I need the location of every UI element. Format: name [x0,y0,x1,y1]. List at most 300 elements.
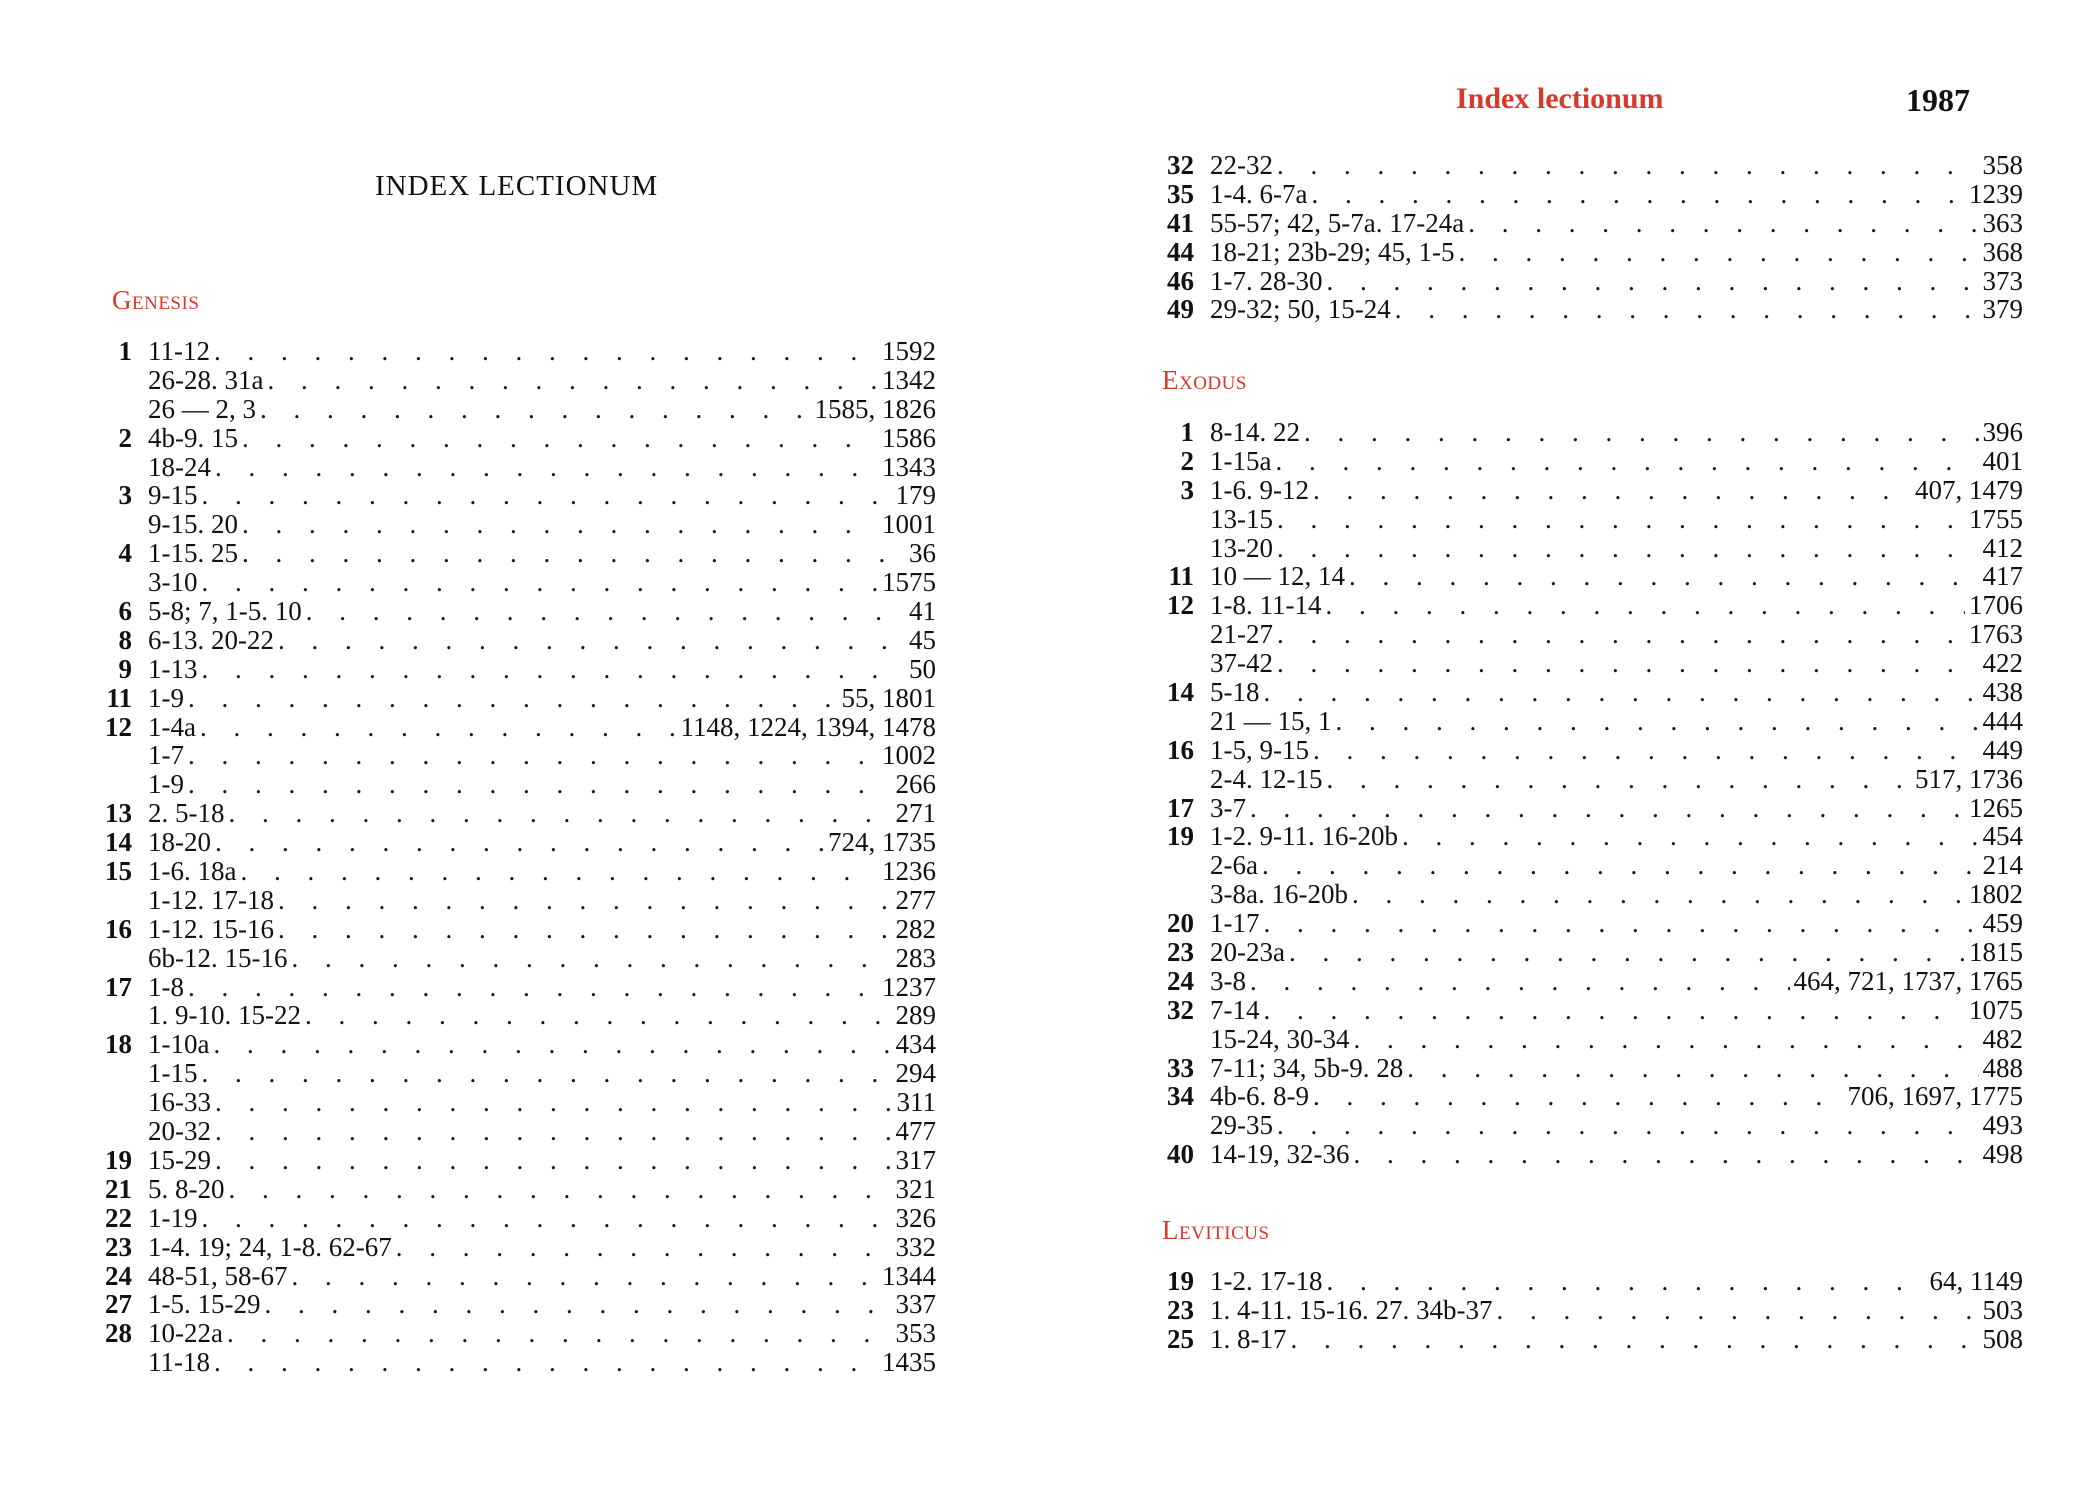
dot-leader [1277,620,1965,649]
dot-leader [1264,678,1979,707]
dot-leader [1353,1140,1978,1169]
page-reference: 1001 [882,509,936,540]
index-entry [1152,534,2023,563]
verse-range: 1-17 [1210,908,1260,939]
index-entry [1152,1025,2023,1054]
verse-range: 16-33 [148,1087,211,1118]
dot-leader [1313,476,1911,505]
dot-leader [1353,1025,1978,1054]
dot-leader [1304,418,1979,447]
verse-range: 26-28. 31a [148,364,264,395]
chapter-number: 24 [1167,965,1194,996]
chapter-number: 23 [1167,1294,1194,1325]
index-entry [1152,765,2023,794]
page-reference: 422 [1982,648,2023,679]
page-reference: 271 [895,798,936,829]
exodus-index-list [1152,418,2023,1169]
chapter-number: 12 [1167,590,1194,621]
page-reference: 337 [895,1289,936,1320]
chapter-number: 28 [105,1318,132,1349]
dot-leader [1264,909,1979,938]
chapter-number: 22 [105,1202,132,1233]
verse-range: 48-51, 58-67 [148,1260,288,1291]
page-reference: 1236 [882,856,936,887]
index-entry [90,1319,936,1348]
index-entry [90,1030,936,1059]
verse-range: 13-20 [1210,532,1273,563]
genesis-index-list [90,337,936,1377]
index-entry [90,1059,936,1088]
chapter-number: 13 [105,798,132,829]
chapter-number: 23 [105,1231,132,1262]
verse-range: 7-11; 34, 5b-9. 28 [1210,1052,1404,1083]
index-entry [1152,822,2023,851]
index-entry [90,741,936,770]
index-entry [90,713,936,742]
verse-range: 20-32 [148,1116,211,1147]
page-reference: 1755 [1969,503,2023,534]
verse-range: 9-15. 20 [148,509,238,540]
page-reference: 353 [895,1318,936,1349]
chapter-number: 21 [105,1173,132,1204]
index-entry [90,539,936,568]
verse-range: 15-24, 30-34 [1210,1023,1350,1054]
page-reference: 317 [895,1144,936,1175]
chapter-number: 34 [1167,1081,1194,1112]
index-entry [90,1233,936,1262]
page-reference: 277 [895,884,936,915]
page-reference: 498 [1982,1139,2023,1170]
page-reference: 459 [1982,908,2023,939]
dot-leader [278,626,905,655]
dot-leader [229,1175,892,1204]
page-reference: 266 [895,769,936,800]
page-reference: 1802 [1969,879,2023,910]
page-reference: 407, 1479 [1915,474,2023,505]
dot-leader [1326,267,1978,296]
dot-leader [215,1117,892,1146]
page-reference: 1342 [882,364,936,395]
page-reference: 36 [909,538,936,569]
dot-leader [1402,822,1979,851]
index-entry [90,1290,936,1319]
dot-leader [202,1204,892,1233]
dot-leader [1250,967,1790,996]
dot-leader [215,828,824,857]
chapter-number: 49 [1167,294,1194,325]
page-reference: 289 [895,1000,936,1031]
chapter-number: 2 [1180,445,1194,476]
chapter-number: 11 [1168,561,1194,592]
chapter-number: 19 [105,1144,132,1175]
dot-leader [1291,1325,1979,1354]
page-reference: 444 [1982,705,2023,736]
verse-range: 2. 5-18 [148,798,225,829]
page-reference: 454 [1982,821,2023,852]
page-reference: 438 [1982,677,2023,708]
chapter-number: 16 [105,913,132,944]
verse-range: 26 — 2, 3 [148,393,256,424]
page-reference: 1585, 1826 [814,393,936,424]
book-heading-genesis: Genesis [112,285,200,315]
dot-leader [1336,707,1979,736]
dot-leader [1313,736,1979,765]
index-entry [1152,238,2023,267]
chapter-number: 32 [1167,994,1194,1025]
page-reference: 396 [1982,417,2023,447]
index-entry [90,597,936,626]
verse-range: 3-8a. 16-20b [1210,879,1348,910]
index-entry [1152,851,2023,880]
page-reference: 488 [1982,1052,2023,1083]
verse-range: 10 — 12, 14 [1210,561,1345,592]
chapter-number: 17 [1167,792,1194,823]
dot-leader [188,770,892,799]
page-reference: 294 [895,1058,936,1089]
page-reference: 332 [895,1231,936,1262]
chapter-number: 1 [118,336,132,366]
index-entry [1152,707,2023,736]
index-entry [90,1262,936,1291]
running-head: Index lectionum [1456,82,1664,115]
index-entry [1152,1325,2023,1354]
page-reference: 412 [1982,532,2023,563]
verse-range: 5-8; 7, 1-5. 10 [148,596,302,627]
index-entry [90,481,936,510]
book-heading-leviticus: Leviticus [1162,1215,1270,1245]
verse-range: 6-13. 20-22 [148,624,274,655]
dot-leader [1468,209,1978,238]
index-entry [90,770,936,799]
dot-leader [240,857,878,886]
verse-range: 6b-12. 15-16 [148,942,288,973]
verse-range: 1-15a [1210,445,1272,476]
dot-leader [1289,938,1965,967]
index-entry [1152,267,2023,296]
index-entry [1152,180,2023,209]
page-reference: 1265 [1969,792,2023,823]
verse-range: 29-35 [1210,1110,1273,1141]
verse-range: 22-32 [1210,150,1273,180]
index-entry [90,944,936,973]
chapter-number: 35 [1167,178,1194,209]
chapter-number: 3 [1180,474,1194,505]
page-reference: 1344 [882,1260,936,1291]
index-entry [1152,736,2023,765]
dot-leader [188,973,878,1002]
verse-range: 1-4. 19; 24, 1-8. 62-67 [148,1231,392,1262]
dot-leader [1325,591,1965,620]
verse-range: 7-14 [1210,994,1260,1025]
dot-leader [242,424,878,453]
chapter-number: 1 [1180,417,1194,447]
verse-range: 20-23a [1210,937,1285,968]
page-reference: 1075 [1969,994,2023,1025]
dot-leader [1407,1054,1978,1083]
dot-leader [242,510,878,539]
dot-leader [267,366,878,395]
page-reference: 282 [895,913,936,944]
dot-leader [1395,295,1979,324]
page-reference: 503 [1982,1294,2023,1325]
page-reference: 283 [895,942,936,973]
chapter-number: 19 [1167,1266,1194,1296]
index-entry [1152,1140,2023,1169]
verse-range: 1-9 [148,682,184,713]
page-reference: 379 [1982,294,2023,325]
chapter-number: 9 [118,653,132,684]
index-entry [90,973,936,1002]
index-entry [1152,794,2023,823]
page-reference: 1575 [882,567,936,598]
verse-range: 1-7. 28-30 [1210,265,1323,296]
index-title: INDEX LECTIONUM [375,170,659,202]
page-reference: 464, 721, 1737, 1765 [1793,965,2023,996]
page-reference: 1239 [1969,178,2023,209]
index-entry [1152,476,2023,505]
page-reference: 358 [1982,150,2023,180]
verse-range: 1-6. 18a [148,856,237,887]
index-entry [90,366,936,395]
verse-range: 18-20 [148,827,211,858]
index-entry [90,626,936,655]
chapter-number: 40 [1167,1139,1194,1170]
page-reference: 326 [895,1202,936,1233]
dot-leader [260,395,811,424]
index-entry [90,1146,936,1175]
verse-range: 13-15 [1210,503,1273,534]
verse-range: 14-19, 32-36 [1210,1139,1350,1170]
index-entry [1152,1111,2023,1140]
page-reference: 401 [1982,445,2023,476]
dot-leader [1326,1267,1925,1296]
index-entry [1152,678,2023,707]
page-reference: 417 [1982,561,2023,592]
dot-leader [278,886,892,915]
index-entry [1152,295,2023,324]
dot-leader [1352,880,1965,909]
dot-leader [188,684,838,713]
chapter-number: 23 [1167,937,1194,968]
verse-range: 1-8. 11-14 [1210,590,1322,621]
dot-leader [1277,649,1979,678]
index-entry [1152,505,2023,534]
chapter-number: 15 [105,856,132,887]
chapter-number: 27 [105,1289,132,1320]
verse-range: 4b-9. 15 [148,422,238,453]
chapter-number: 6 [118,596,132,627]
index-entry [1152,418,2023,447]
page-reference: 1586 [882,422,936,453]
verse-range: 4b-6. 8-9 [1210,1081,1309,1112]
dot-leader [1250,794,1965,823]
verse-range: 18-21; 23b-29; 45, 1-5 [1210,236,1455,267]
page-reference: 724, 1735 [828,827,936,858]
verse-range: 21 — 15, 1 [1210,705,1332,736]
chapter-number: 12 [105,711,132,742]
page-reference: 482 [1982,1023,2023,1054]
dot-leader [264,1290,891,1319]
dot-leader [1311,180,1965,209]
dot-leader [1313,1082,1844,1111]
page-reference: 477 [895,1116,936,1147]
page-reference: 321 [895,1173,936,1204]
page-reference: 1706 [1969,590,2023,621]
verse-range: 37-42 [1210,648,1273,679]
dot-leader [215,1146,892,1175]
leviticus-index-list [1152,1267,2023,1354]
page-reference: 179 [895,480,936,511]
dot-leader [291,944,891,973]
page-reference: 1435 [882,1347,936,1378]
verse-range: 1-15. 25 [148,538,238,569]
dot-leader [200,713,677,742]
chapter-number: 11 [106,682,132,713]
verse-range: 15-29 [148,1144,211,1175]
dot-leader [1275,447,1978,476]
index-entry [90,424,936,453]
dot-leader [1264,996,1966,1025]
verse-range: 5-18 [1210,677,1260,708]
index-entry [90,1348,936,1377]
verse-range: 29-32; 50, 15-24 [1210,294,1391,325]
index-entry [1152,1267,2023,1296]
verse-range: 1-12. 15-16 [148,913,274,944]
dot-leader [215,1088,893,1117]
index-entry [1152,996,2023,1025]
verse-range: 11-18 [148,1347,210,1378]
dot-leader [202,1059,892,1088]
page-number: 1987 [1906,82,1970,118]
chapter-number: 32 [1167,150,1194,180]
page-reference: 1763 [1969,619,2023,650]
index-entry [90,915,936,944]
index-entry [1152,447,2023,476]
chapter-number: 4 [118,538,132,569]
index-entry [1152,880,2023,909]
verse-range: 1-2. 17-18 [1210,1266,1323,1296]
index-entry [90,799,936,828]
index-entry [90,886,936,915]
chapter-number: 16 [1167,734,1194,765]
verse-range: 1-5. 15-29 [148,1289,261,1320]
book-heading-exodus: Exodus [1162,365,1247,395]
dot-leader [1277,534,1979,563]
index-entry [1152,1054,2023,1083]
dot-leader [229,799,892,828]
index-entry [90,828,936,857]
index-entry [1152,209,2023,238]
index-entry [90,1204,936,1233]
index-entry [1152,1296,2023,1325]
page-reference: 1815 [1969,937,2023,968]
page-reference: 493 [1982,1110,2023,1141]
verse-range: 1-8 [148,971,184,1002]
verse-range: 1-5, 9-15 [1210,734,1309,765]
index-entry [1152,620,2023,649]
chapter-number: 14 [105,827,132,858]
page-reference: 434 [895,1029,936,1060]
dot-leader [213,1030,891,1059]
dot-leader [1277,505,1965,534]
verse-range: 1-9 [148,769,184,800]
page-reference: 1592 [882,336,936,366]
chapter-number: 17 [105,971,132,1002]
verse-range: 1-4a [148,711,196,742]
genesis-continued-list [1152,151,2023,324]
verse-range: 1. 9-10. 15-22 [148,1000,301,1031]
dot-leader [291,1262,878,1291]
verse-range: 2-4. 12-15 [1210,763,1323,794]
dot-leader [242,539,905,568]
verse-range: 5. 8-20 [148,1173,225,1204]
index-entry [1152,1082,2023,1111]
dot-leader [202,481,892,510]
index-entry [90,453,936,482]
page-reference: 55, 1801 [841,682,936,713]
verse-range: 1-13 [148,653,198,684]
chapter-number: 24 [105,1260,132,1291]
page-reference: 1343 [882,451,936,482]
dot-leader [202,568,879,597]
verse-range: 9-15 [148,480,198,511]
dot-leader [214,337,878,366]
verse-range: 1-2. 9-11. 16-20b [1210,821,1398,852]
verse-range: 1-10a [148,1029,210,1060]
verse-range: 10-22a [148,1318,223,1349]
dot-leader [1326,765,1911,794]
verse-range: 1-12. 17-18 [148,884,274,915]
page-reference: 1148, 1224, 1394, 1478 [680,711,936,742]
index-entry [90,684,936,713]
dot-leader [188,741,878,770]
chapter-number: 20 [1167,908,1194,939]
verse-range: 1-6. 9-12 [1210,474,1309,505]
chapter-number: 2 [118,422,132,453]
page-reference: 508 [1982,1323,2023,1354]
index-entry [90,1088,936,1117]
index-entry [90,1001,936,1030]
page-reference: 64, 1149 [1929,1266,2023,1296]
verse-range: 3-8 [1210,965,1246,996]
page-reference: 517, 1736 [1915,763,2023,794]
chapter-number: 46 [1167,265,1194,296]
verse-range: 1-19 [148,1202,198,1233]
dot-leader [1349,562,1979,591]
chapter-number: 14 [1167,677,1194,708]
index-entry [90,337,936,366]
dot-leader [1277,151,1979,180]
chapter-number: 8 [118,624,132,655]
page-reference: 706, 1697, 1775 [1847,1081,2023,1112]
chapter-number: 44 [1167,236,1194,267]
index-entry [1152,562,2023,591]
verse-range: 55-57; 42, 5-7a. 17-24a [1210,207,1465,238]
page-reference: 41 [909,596,936,627]
index-entry [90,1175,936,1204]
chapter-number: 25 [1167,1323,1194,1354]
index-entry [90,655,936,684]
verse-range: 3-10 [148,567,198,598]
chapter-number: 41 [1167,207,1194,238]
verse-range: 1-15 [148,1058,198,1089]
right-page [1039,0,2078,1500]
dot-leader [227,1319,892,1348]
dot-leader [1262,851,1979,880]
index-entry [90,1117,936,1146]
index-entry [90,568,936,597]
page-reference: 1237 [882,971,936,1002]
